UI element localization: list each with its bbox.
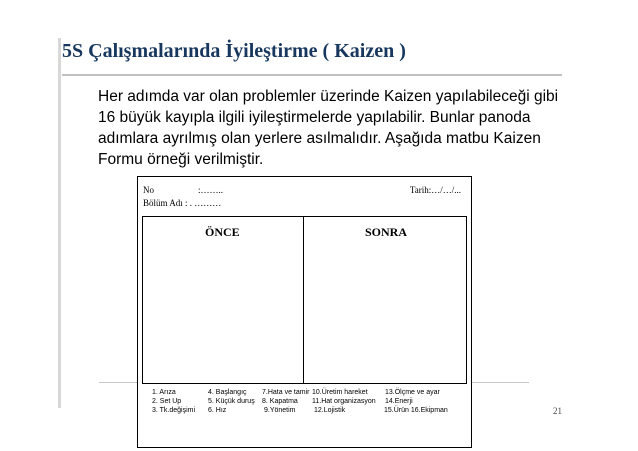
page-number: 21 [553,406,562,416]
legend-item: 3. Tk.değişimi [152,407,196,414]
form-no-field [143,185,224,195]
body-line: Her adımda var olan problemler üzerinde Kaizen yapılabileceği gibi [98,88,559,105]
body-line: Formu örneği verilmiştir. [98,151,264,168]
legend-item: 4. Başlangıç [208,389,247,396]
legend-item: 2. Set Up [152,398,182,405]
slide-left-accent [58,38,61,408]
form-date-field: Tarih:…/…/... [409,185,461,195]
form-no-label: No [143,185,154,195]
grid-divider [303,217,304,383]
kaizen-form [137,176,472,448]
slide-title: 5S Çalışmalarında İyileştirme ( Kaizen ) [62,40,406,62]
slide-body-text [98,86,558,170]
legend-item: 1. Arıza [152,389,176,396]
legend-item: 7.Hata ve tamir [262,389,310,396]
legend-item: 13.Ölçme ve ayar [385,389,440,396]
legend-item: 6. Hız [208,407,227,414]
body-line: 16 büyük kayıpla ilgili iyileştirmelerde yapılabilir. Bunlar panoda [98,109,531,126]
legend-item: 11.Hat organizasyon [312,398,376,405]
legend-item: 14.Enerji [385,398,413,405]
form-department-field: Bölüm Adı : . ……… [143,198,222,208]
before-after-grid [142,216,467,384]
legend-item: 15.Ürün 16.Ekipman [384,407,448,414]
body-line: adımlara ayrılmış olan yerlere asılmalıdır. Aşağıda matbu Kaizen [98,130,541,147]
legend-item: 9.Yönetim [264,407,296,414]
legend-item: 12.Lojistik [314,407,346,414]
legend-item: 5. Küçük duruş [208,398,255,405]
title-divider [62,74,562,76]
legend-item: 8. Kapatma [262,398,298,405]
legend-item: 10.Üretim hareket [312,389,368,396]
form-no-value: :…….. [198,185,224,195]
after-column-header: SONRA [365,225,408,239]
before-column-header: ÖNCE [205,225,240,239]
